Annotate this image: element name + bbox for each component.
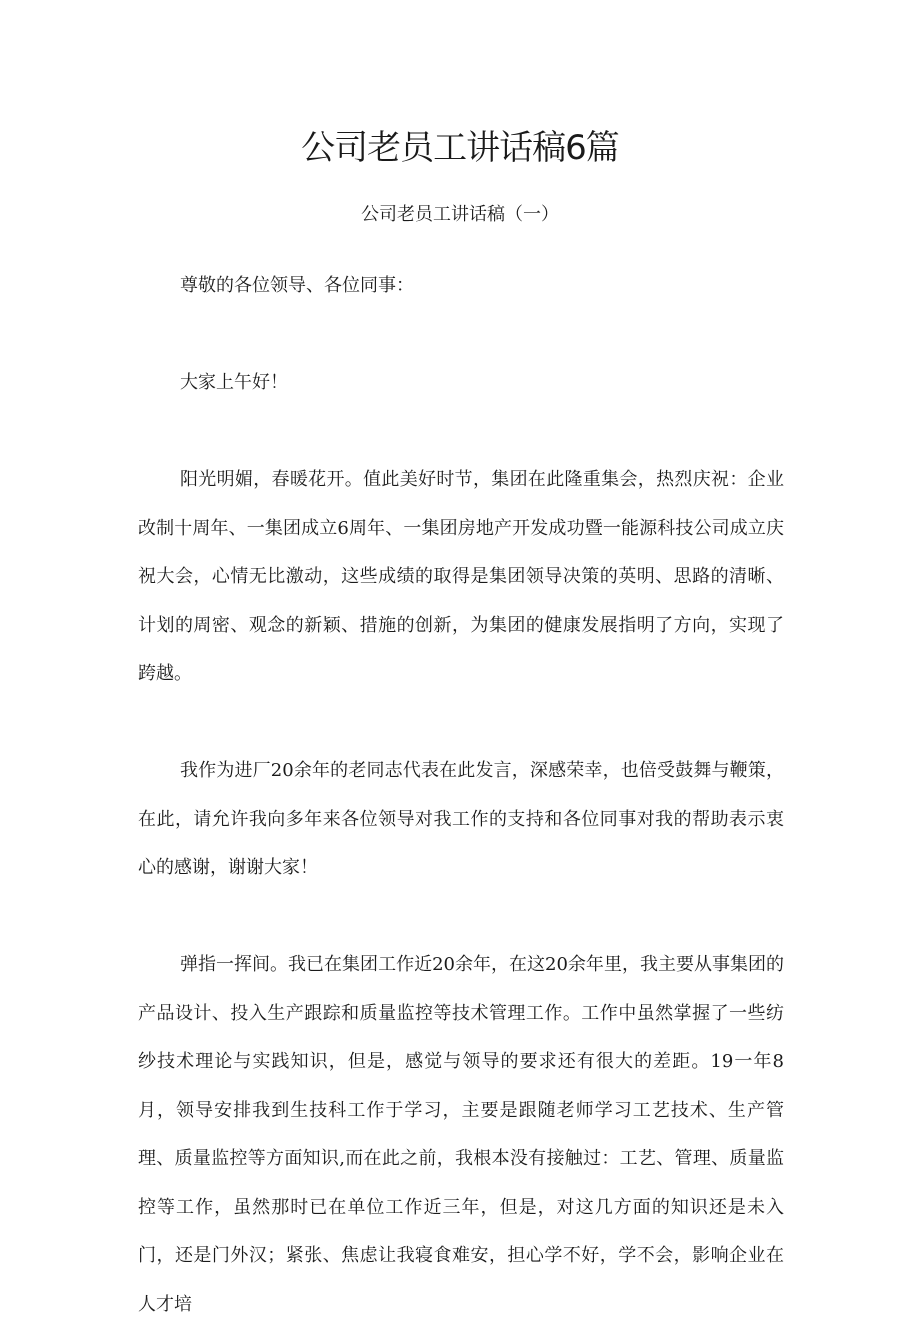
document-title: 公司老员工讲话稿6篇: [301, 128, 619, 168]
paragraph-salutation: 尊敬的各位领导、各位同事：: [180, 275, 414, 296]
document-body: [138, 262, 784, 1329]
paragraph-career: 弹指一挥间。我已在集团工作近20余年，在这20余年里，我主要从事集团的产品设计、投入生产跟踪和质量监控等技术管理工作。工作中虽然掌握了一些纺纱技术理论与实践知识，但是，感觉与领导的要求还有很大的差距。19一年8月，领导安排我到生技科工作于学习，主要是跟随老师学习工艺技术、生产管理、质量监控等方面知识,而在此之前，我根本没有接触过：工艺、管理、质量监控等工作，虽然那时已在单位工作近三年，但是，对这几方面的知识还是未入门，还是门外汉；紧张、焦虑让我寝食难安，担心学不好，学不会，影响企业在人才培: [138, 954, 784, 1315]
paragraph-gratitude: 我作为进厂20余年的老同志代表在此发言，深感荣幸，也倍受鼓舞与鞭策，在此，请允许我向多年来各位领导对我工作的支持和各位同事对我的帮助表示衷心的感谢，谢谢大家！: [138, 760, 784, 878]
paragraph-greeting: 大家上午好！: [180, 372, 288, 393]
section-subtitle: 公司老员工讲话稿（一）: [361, 204, 559, 225]
paragraph-celebration: 阳光明媚，春暖花开。值此美好时节，集团在此隆重集会，热烈庆祝：企业改制十周年、一集团成立6周年、一集团房地产开发成功暨一能源科技公司成立庆祝大会，心情无比激动，这些成绩的取得是集团领导决策的英明、思路的清晰、计划的周密、观念的新颖、措施的创新，为集团的健康发展指明了方向，实现了跨越。: [138, 469, 784, 684]
